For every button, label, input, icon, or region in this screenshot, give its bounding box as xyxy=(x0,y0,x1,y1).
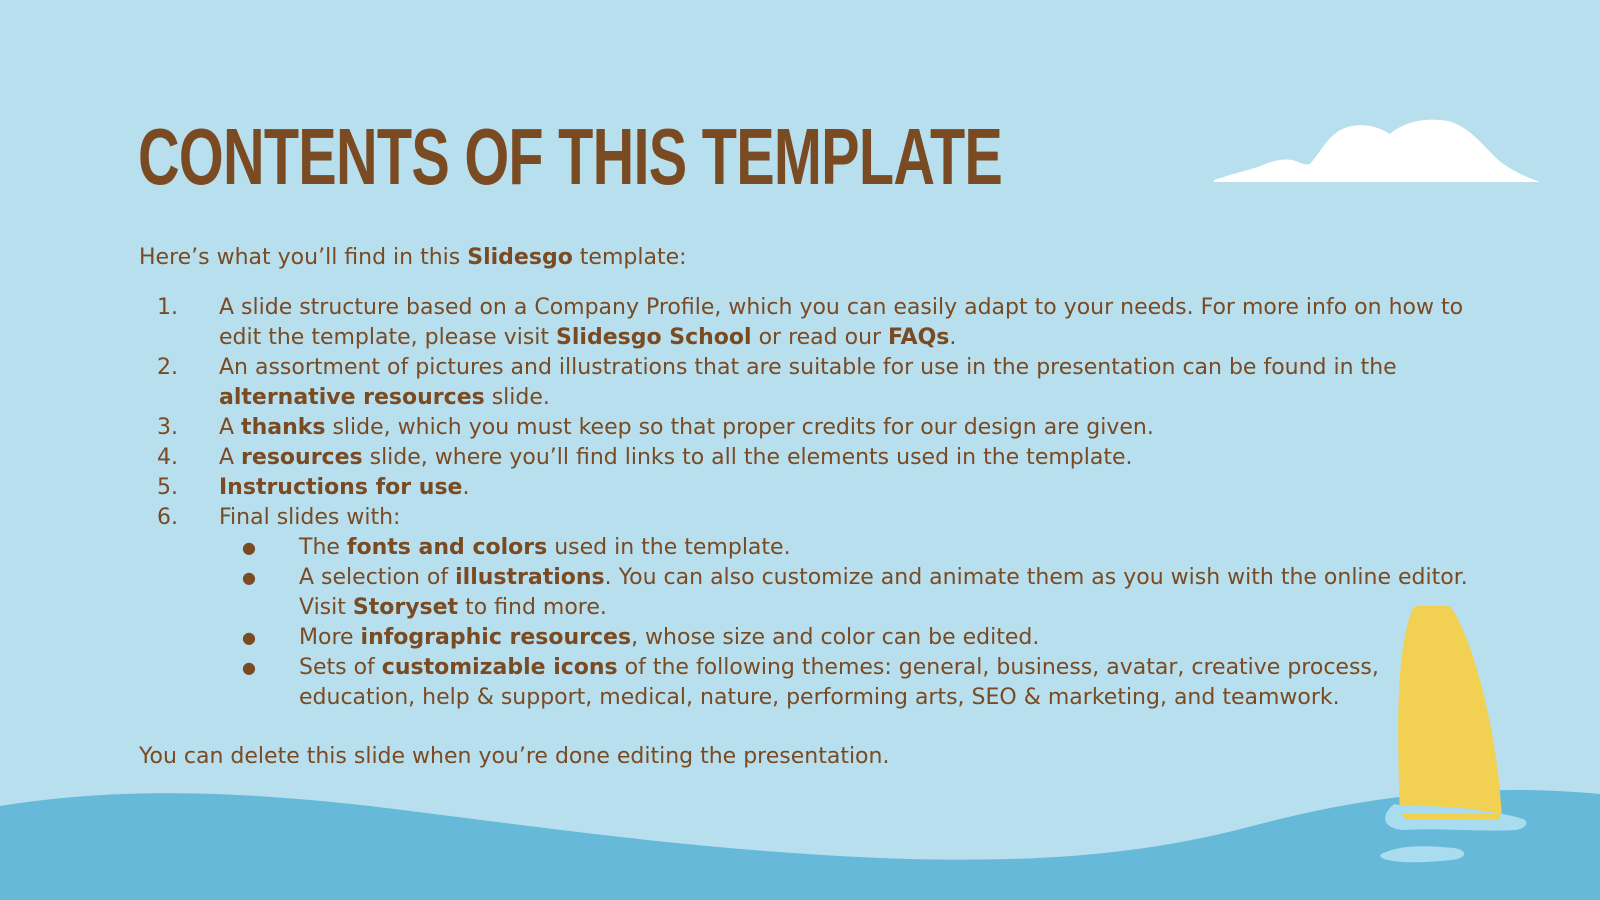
sublist-item: ● Sets of customizable icons of the following themes: general, business, avatar, creative process, education, help & support, medical, nature, performing arts, SEO & marketing, and teamwork. xyxy=(242,655,1379,710)
bold-text: alternative resources xyxy=(219,385,485,410)
outro-text: You can delete this slide when you’re done editing the presentation. xyxy=(139,744,890,769)
text-run: . xyxy=(949,325,957,350)
list-item: 5. Instructions for use. xyxy=(157,475,470,500)
text-run: used in the template. xyxy=(547,535,791,560)
list-item: 6. Final slides with: ● The fonts and colors used in the template. ● A selection of illustrations. You can also customize and animate them as you wish with the online editor. Visit Storyset to find more. ● More infographic resources, whose size and color can be edited. ● Sets of customizable icons of the following themes: general, business, avatar, creative process, education, help & support, medical, nature, performing arts, SEO & marketing, and teamwork. xyxy=(139,503,1469,713)
bold-text: Slidesgo School xyxy=(556,325,752,350)
list-item: 2. An assortment of pictures and illustrations that are suitable for use in the presentation can be found in the alternative resources slide. xyxy=(157,355,1397,410)
sublist-item: ● A selection of illustrations. You can also customize and animate them as you wish with the online editor. Visit Storyset to find more. xyxy=(242,565,1468,620)
text-run: An assortment of pictures and illustrations that are suitable for use in the presentation can be found in the xyxy=(219,355,1397,380)
bold-text: customizable icons xyxy=(381,655,618,680)
cloud-illustration xyxy=(1212,118,1542,190)
text-run: A selection of xyxy=(299,565,456,590)
intro-brand: Slidesgo xyxy=(467,245,573,270)
intro-text: Here’s what you’ll find in this Slidesgo template: xyxy=(139,245,687,270)
sublist-item: ● More infographic resources, whose size and color can be edited. xyxy=(242,625,1040,650)
bold-text: fonts and colors xyxy=(346,535,548,560)
text-run: to find more. xyxy=(458,595,607,620)
contents-list xyxy=(139,293,1469,713)
text-run: Sets of xyxy=(299,655,382,680)
text-run: or read our xyxy=(751,325,889,350)
page-title: CONTENTS OF THIS TEMPLATE xyxy=(138,112,1003,201)
sea-waves-illustration xyxy=(0,770,1600,900)
text-run: slide, which you must keep so that proper credits for our design are given. xyxy=(325,415,1154,440)
sublist-item: ● The fonts and colors used in the template. xyxy=(242,535,791,560)
text-run: A slide structure based on a Company Profile, which you can easily adapt to your needs. For more info on how to edit the template, please visit xyxy=(219,295,1464,350)
text-run: More xyxy=(299,625,361,650)
list-item: 4. A resources slide, where you’ll find links to all the elements used in the template. xyxy=(157,445,1133,470)
text-run: slide, where you’ll find links to all the elements used in the template. xyxy=(362,445,1133,470)
bold-text: FAQs xyxy=(888,325,950,350)
text-run: Final slides with: xyxy=(219,505,401,530)
text-run: slide. xyxy=(484,385,550,410)
text-run: . You can also customize and animate them as you wish with the online editor. Visit xyxy=(299,565,1468,620)
bold-text: Instructions for use xyxy=(219,475,463,500)
bold-text: Storyset xyxy=(352,595,459,620)
list-item: 3. A thanks slide, which you must keep so that proper credits for our design are given. xyxy=(157,415,1154,440)
water-ripple xyxy=(1380,846,1464,862)
bold-text: thanks xyxy=(241,415,326,440)
text-run: . xyxy=(462,475,470,500)
final-slides-sublist xyxy=(219,533,1469,713)
text-run: A xyxy=(219,415,242,440)
text-run: A xyxy=(219,445,242,470)
sea-shape xyxy=(0,790,1600,900)
text-run: , whose size and color can be edited. xyxy=(631,625,1040,650)
content-body xyxy=(139,243,1469,772)
bold-text: illustrations xyxy=(455,565,605,590)
bold-text: infographic resources xyxy=(360,625,632,650)
cloud-shape xyxy=(1214,120,1540,182)
bold-text: resources xyxy=(241,445,363,470)
text-run: of the following themes: general, business, avatar, creative process, education, help & support, medical, nature, performing arts, SEO & marketing, and teamwork. xyxy=(299,655,1379,710)
list-item: 1. A slide structure based on a Company Profile, which you can easily adapt to your needs. For more info on how to edit the template, please visit Slidesgo School or read our FAQs. xyxy=(157,295,1464,350)
text-run: The xyxy=(299,535,347,560)
